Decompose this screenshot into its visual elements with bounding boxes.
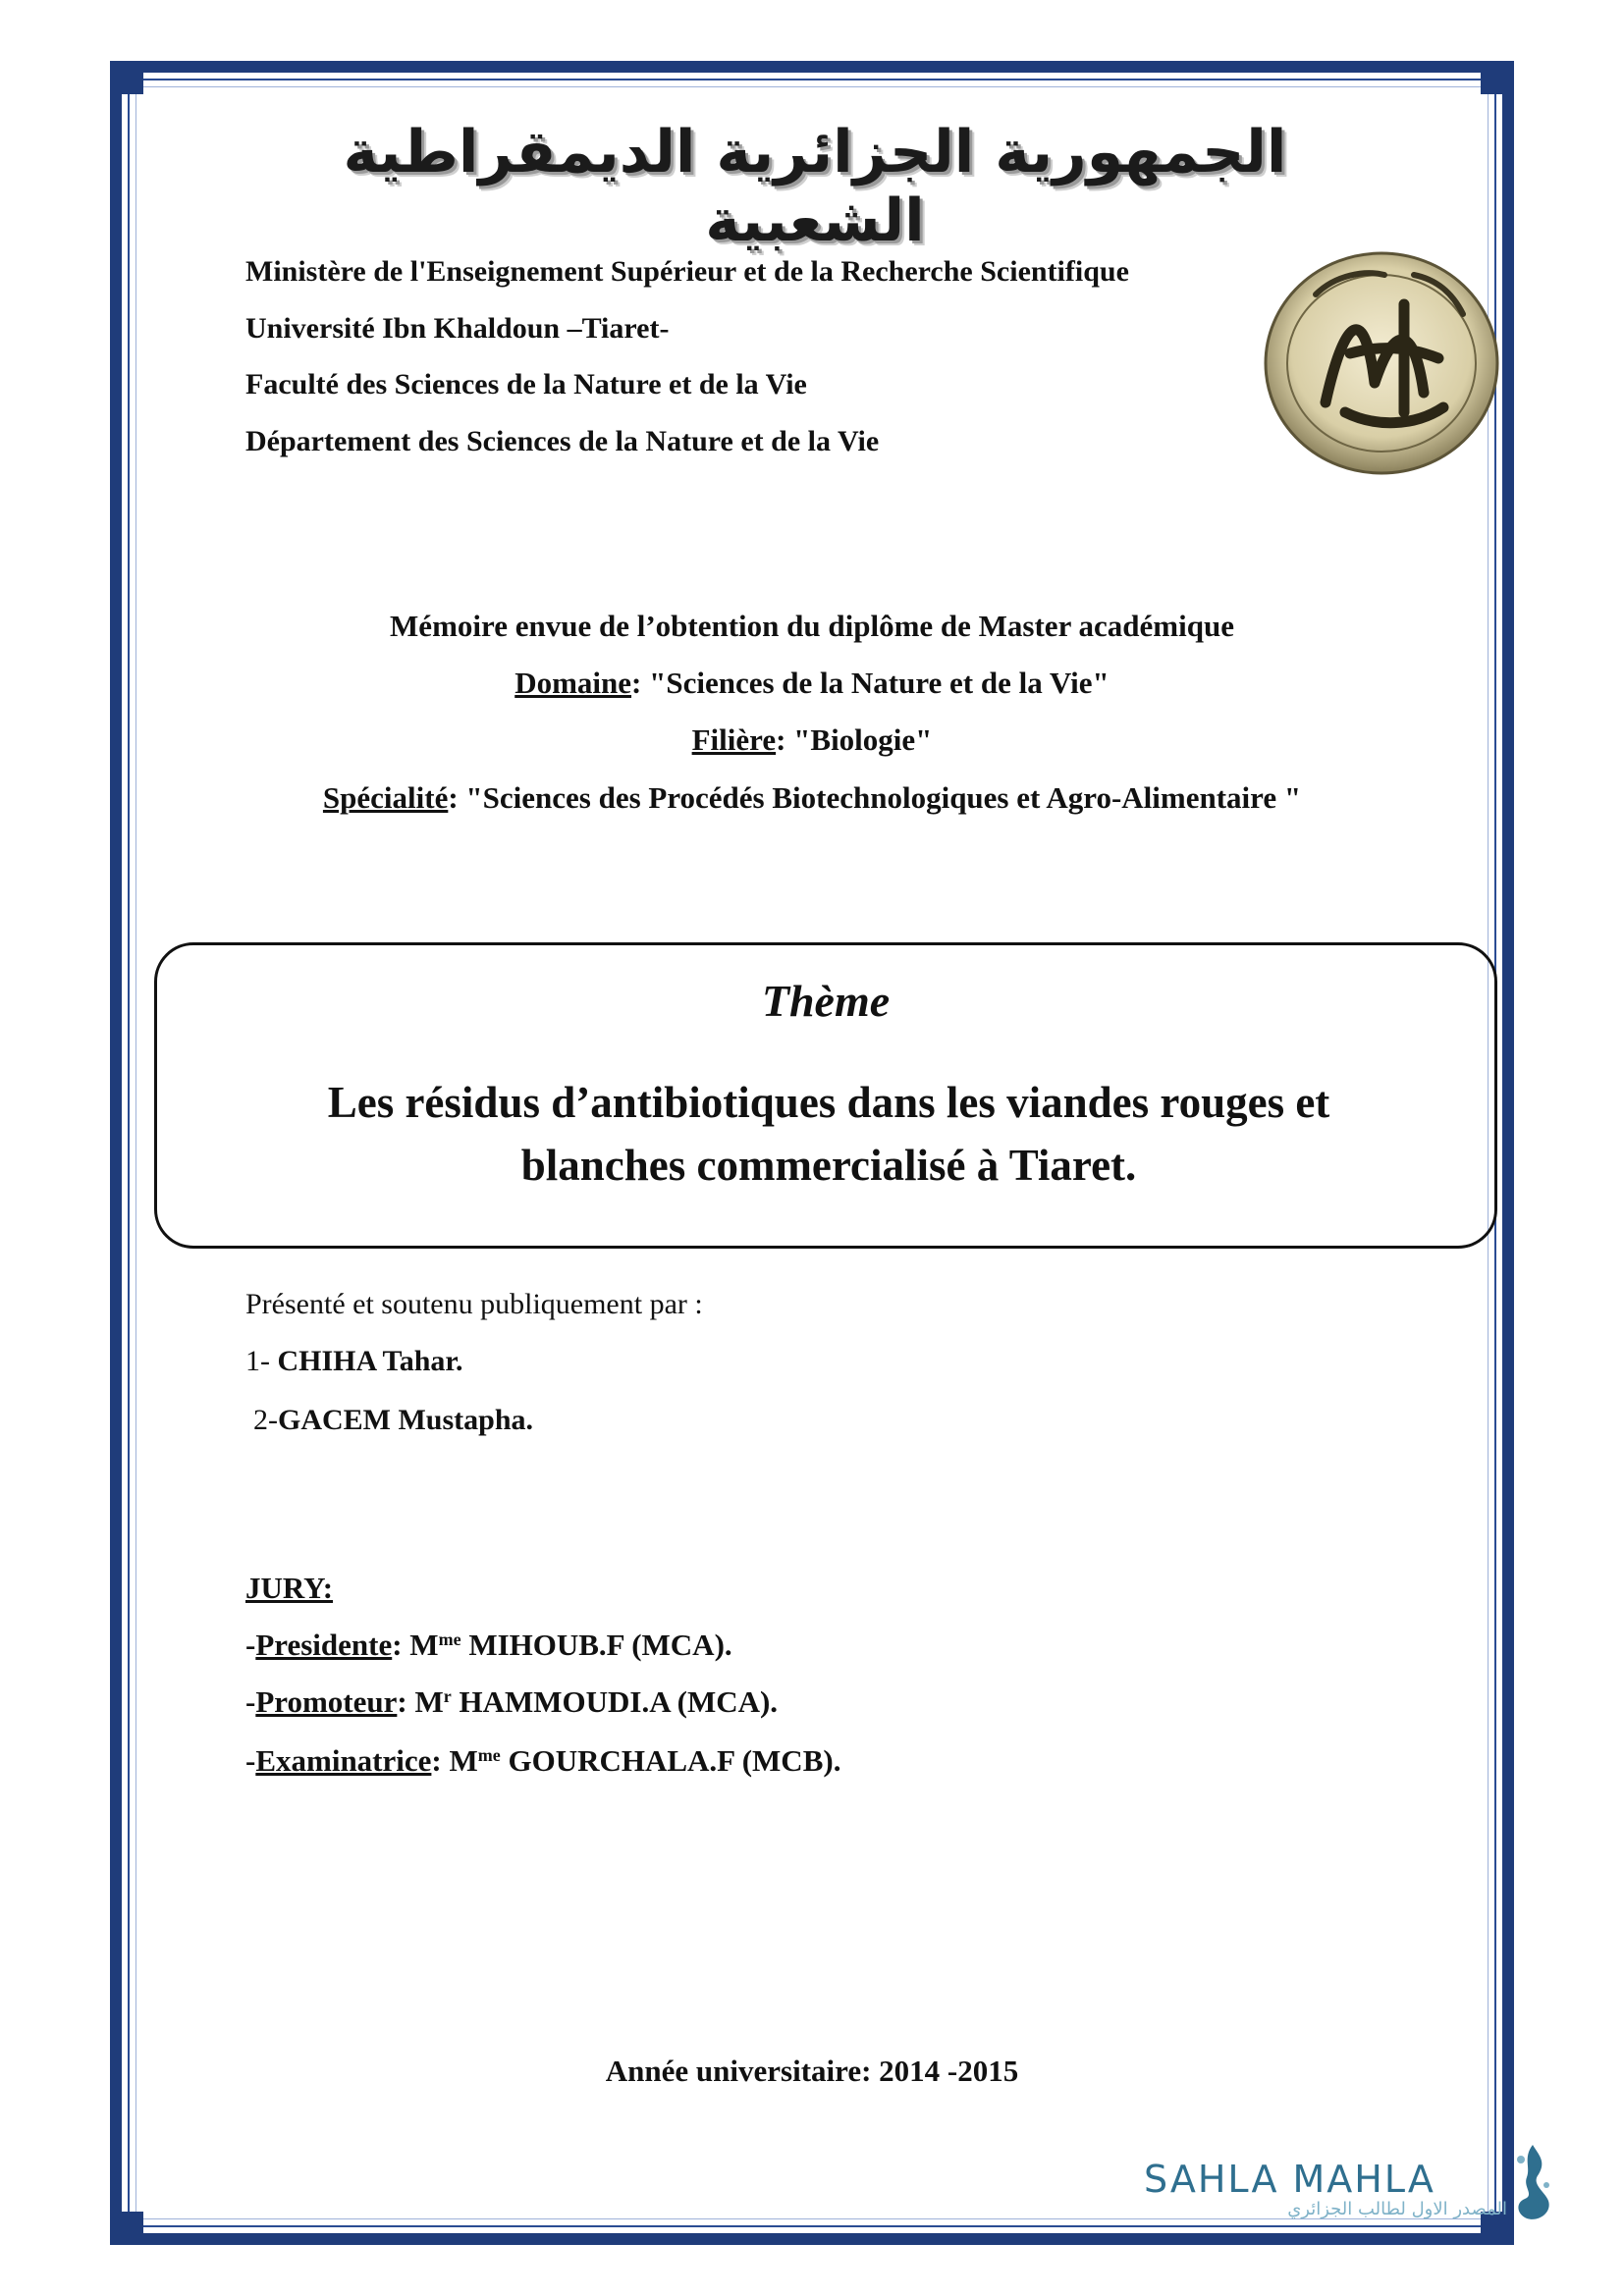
academic-year: Année universitaire: 2014 -2015 xyxy=(605,2054,1019,2088)
jury-title-sup: me xyxy=(438,1629,461,1649)
jury-prefix: - xyxy=(245,1628,256,1662)
watermark-name: SAHLA MAHLA xyxy=(1144,2158,1435,2201)
jury-member xyxy=(245,1743,840,1779)
jury-member xyxy=(245,1684,778,1720)
border-corner xyxy=(110,61,143,94)
student-name: CHIHA Tahar. xyxy=(277,1345,463,1377)
theme-title-line: blanches commercialisé à Tiaret. xyxy=(520,1141,1137,1190)
domaine-line xyxy=(137,666,1487,701)
jury-sep: : M xyxy=(431,1743,478,1778)
domaine-value: : "Sciences de la Nature et de la Vie" xyxy=(631,666,1110,700)
specialite-label: Spécialité xyxy=(322,780,449,815)
specialite-value: : "Sciences des Procédés Biotechnologiques et Agro-Alimentaire " xyxy=(448,780,1302,815)
student-2 xyxy=(253,1404,533,1437)
university-line: Université Ibn Khaldoun –Tiaret- xyxy=(245,312,670,345)
watermark-glyph-icon xyxy=(1509,2140,1556,2228)
jury-prefix: - xyxy=(245,1684,256,1719)
jury-role: Examinatrice xyxy=(255,1743,432,1778)
memoire-line: Mémoire envue de l’obtention du diplôme de Master académique xyxy=(390,609,1234,643)
watermark-subtitle: المصدر الاول لطالب الجزائري xyxy=(1287,2199,1507,2219)
presented-by-label: Présenté et soutenu publiquement par : xyxy=(245,1288,703,1320)
theme-box xyxy=(154,942,1497,1249)
jury-title-sup: me xyxy=(477,1745,501,1765)
filiere-value: : "Biologie" xyxy=(776,722,933,757)
department-line: Département des Sciences de la Nature et de la Vie xyxy=(245,425,880,457)
university-seal-logo xyxy=(1257,236,1507,486)
theme-label: Thème xyxy=(761,976,891,1026)
sahla-mahla-watermark xyxy=(1144,2158,1537,2226)
student-number: 1- xyxy=(245,1345,278,1377)
faculty-line: Faculté des Sciences de la Nature et de la Vie xyxy=(245,368,807,400)
theme-title xyxy=(216,1071,1441,1197)
jury-role: Presidente xyxy=(255,1628,393,1662)
jury-name: MIHOUB.F (MCA). xyxy=(460,1628,732,1662)
specialite-line xyxy=(137,780,1487,816)
jury-name: HAMMOUDI.A (MCA). xyxy=(451,1684,779,1719)
jury-member xyxy=(245,1628,732,1663)
arabic-republic-title: الجمهورية الجزائرية الديمقراطية الشعبية xyxy=(343,118,1287,255)
student-name: GACEM Mustapha. xyxy=(278,1404,534,1436)
jury-sep: : M xyxy=(397,1684,444,1719)
jury-prefix: - xyxy=(245,1743,256,1778)
filiere-label: Filière xyxy=(691,722,777,757)
domaine-label: Domaine xyxy=(514,666,632,700)
filiere-line xyxy=(137,722,1487,758)
jury-title: JURY: xyxy=(245,1571,334,1605)
jury-title-sup: r xyxy=(443,1686,452,1706)
border-corner xyxy=(110,2212,143,2245)
border-corner xyxy=(1481,61,1514,94)
theme-title-line: Les résidus d’antibiotiques dans les viandes rouges et xyxy=(327,1078,1330,1127)
jury-sep: : M xyxy=(392,1628,439,1662)
student-number: 2- xyxy=(253,1404,278,1436)
jury-role: Promoteur xyxy=(255,1684,398,1719)
jury-name: GOURCHALA.F (MCB). xyxy=(500,1743,841,1778)
ministry-line: Ministère de l'Enseignement Supérieur et de la Recherche Scientifique xyxy=(245,255,1129,288)
student-1 xyxy=(245,1345,462,1378)
